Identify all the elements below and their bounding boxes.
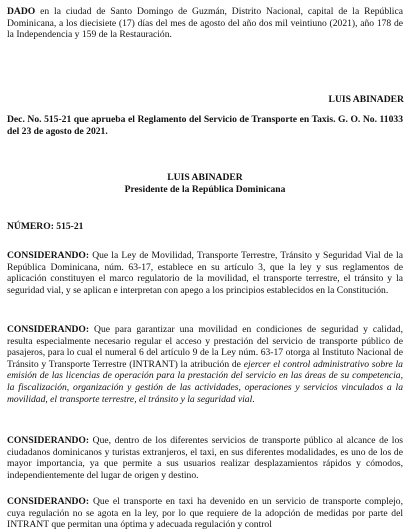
considerando-text: Que, dentro de los diferentes servicios de transporte público al alcance de los ciudadanos dominicanos y turistas extranjeros, el taxi, en sus diferentes modalidades, es uno de los de mayor importancia, ya que permite a sus usuarios realizar desplazamientos rápidos y cómodos, independientemente del lugar de origen y destino.: [7, 435, 403, 481]
considerando-paragraph: [7, 435, 403, 481]
dado-text: en la ciudad de Santo Domingo de Guzmán, Distrito Nacional, capital de la República Dominicana, a los diecisiete (17) días del mes de agosto del año dos mil veintiuno (2021), año 178 de la Independencia y 159 de la Restauración.: [7, 6, 403, 41]
dado-lead: DADO: [7, 6, 36, 17]
considerando-quote: ejercer el control administrativo sobre la emisión de las licencias de operación para la prestación del servicio en las áreas de su competencia, la fiscalización, organización y gestión de las actividades, operaciones y servicios vinculados a la movilidad, el transporte terrestre, el tránsito y la seguridad vial: [7, 358, 403, 405]
decree-number: NÚMERO: 515-21: [7, 221, 84, 232]
considerando-text: Que el transporte en taxi ha devenido en un servicio de transporte complejo, cuya regulación no se agota en la ley, por lo que requiere de la adopción de medidas por parte del INTRANT que permitan una óptima y adecuada regulación y control: [7, 496, 403, 530]
considerando-lead: CONSIDERANDO:: [7, 496, 90, 507]
considerando-lead: CONSIDERANDO:: [7, 250, 90, 261]
dado-paragraph: [7, 6, 403, 41]
considerando-text: Que para garantizar una movilidad en condiciones de seguridad y calidad, resulta especialmente necesario regular el acceso y prestación del servicio de transporte público de pasajeros, para lo cual el numeral 6 del artículo 9 de la Ley núm. 63-17 otorga al Instituto Nacional de Tránsito y Transporte Terrestre (INTRANT) la atribución de: [7, 324, 403, 370]
considerando-paragraph: [7, 496, 403, 530]
considerando-paragraph: [7, 250, 403, 296]
considerando-lead: CONSIDERANDO:: [7, 324, 90, 335]
header-name: LUIS ABINADER: [167, 172, 243, 183]
signature-name: LUIS ABINADER: [328, 94, 404, 105]
decree-title: Dec. No. 515-21 que aprueba el Reglamento del Servicio de Transporte en Taxis. G. O. No. 11033 del 23 de agosto de 2021.: [7, 114, 403, 137]
considerando-paragraph: [7, 324, 403, 405]
header-title: Presidente de la República Dominicana: [124, 184, 286, 195]
considerando-tail: .: [252, 393, 255, 405]
considerando-text: Que la Ley de Movilidad, Transporte Terrestre, Tránsito y Seguridad Vial de la República Dominicana, núm. 63-17, establece en su artículo 3, que la ley y sus reglamentos de aplicación constituyen el marco regulatorio de la movilidad, el transporte terrestre, el tránsito y la seguridad vial, y se aplican e interpretan con apego a los principios establecidos en la Constitución.: [7, 250, 403, 296]
considerando-lead: CONSIDERANDO:: [7, 435, 90, 446]
